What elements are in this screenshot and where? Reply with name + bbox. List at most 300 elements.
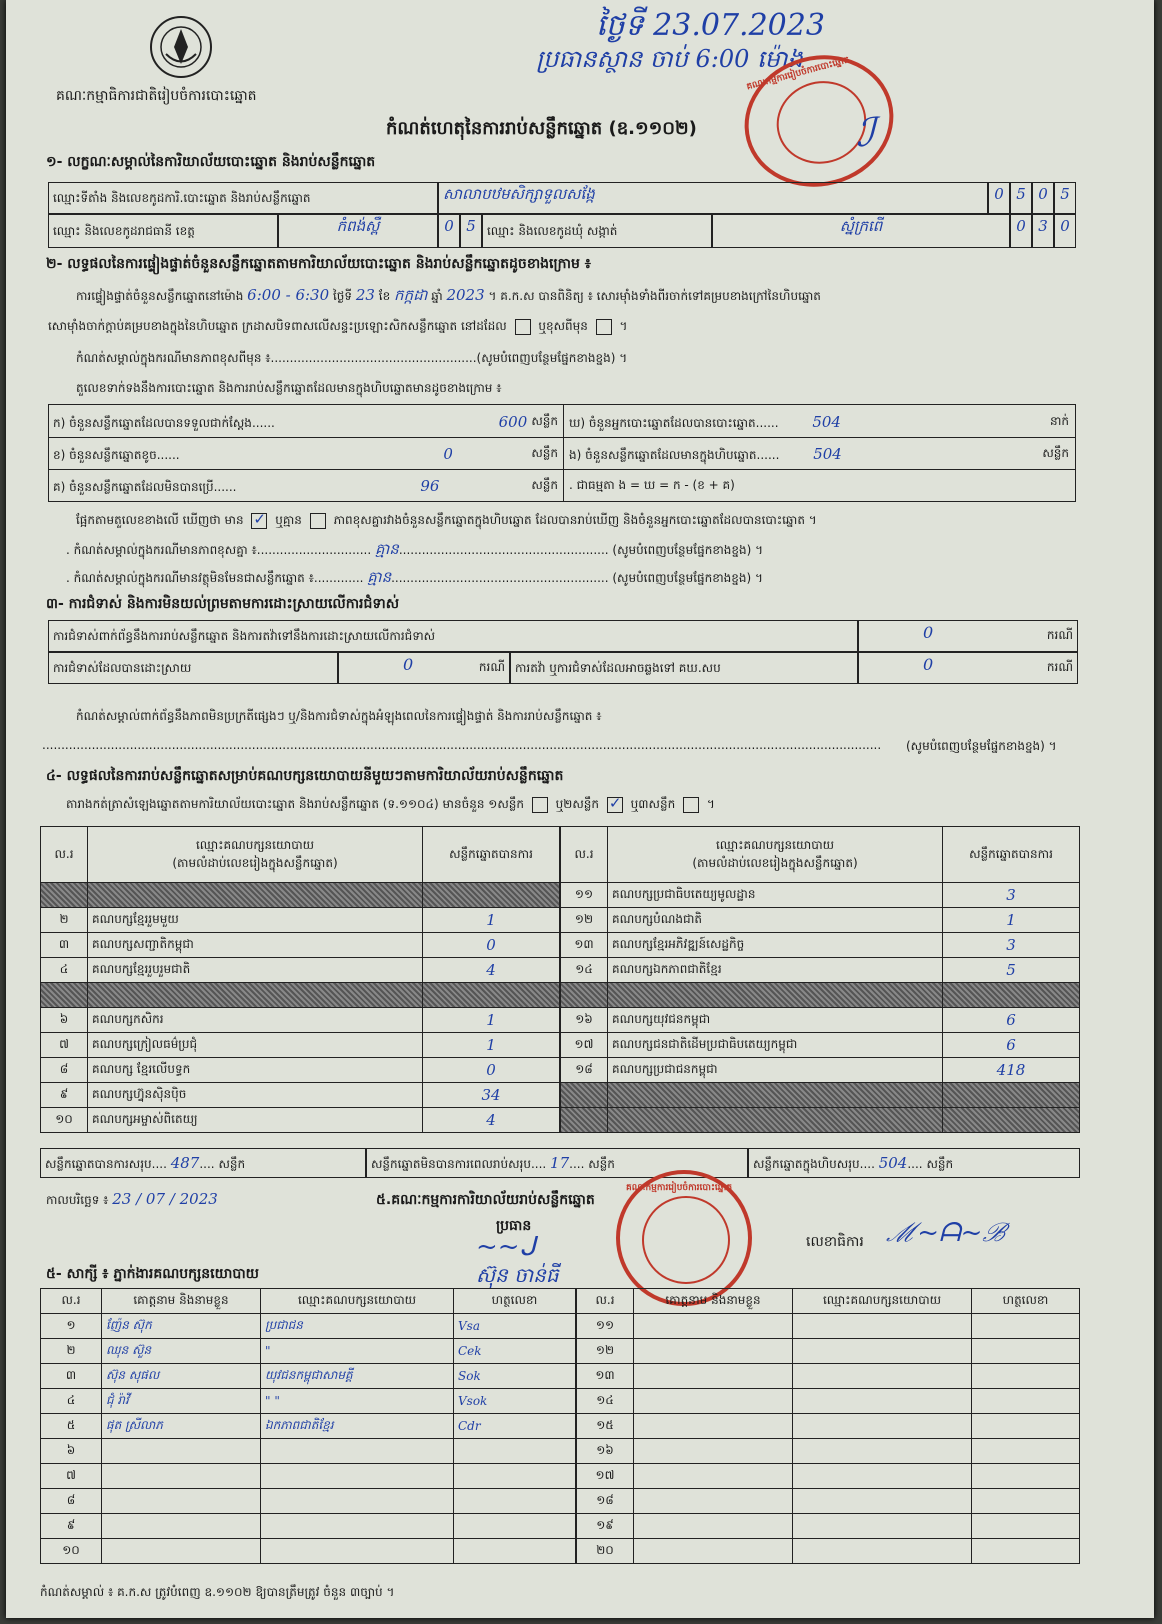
province-label: ឈ្មោះ និងលេខកូដរាជធានី ខេត្ត	[48, 214, 278, 248]
witness-name	[634, 1414, 793, 1439]
escalated-label: ការតវ៉ា ឬការជំទាស់ដែលអាចឆ្លងទៅ គឃ.សប	[510, 652, 858, 684]
escalated-cell	[858, 652, 1078, 684]
resolved-cell	[338, 652, 510, 684]
col-party-header: ឈ្មោះគណបក្សនយោបាយ	[261, 1289, 454, 1314]
party-no: ១០	[41, 1108, 88, 1133]
witness-party	[261, 1464, 454, 1489]
complaints-value: 0	[923, 623, 934, 642]
party-no: ១៧	[561, 1033, 608, 1058]
verification-line	[76, 286, 821, 308]
witness-row	[577, 1339, 1080, 1364]
note-discrepancy-label: . កំណត់សម្គាល់ក្នុងករណីមានភាពខុសគ្នា ៖	[66, 543, 257, 557]
figures-row-divider	[49, 469, 1075, 470]
witness-no: ១៦	[577, 1439, 634, 1464]
ballots-in-box-value: 504	[813, 445, 842, 463]
ballots-in-box-label: ង) ចំនួនសន្លឹកឆ្នោតដែលមានក្នុងហិបឆ្នោត	[569, 448, 757, 462]
two-sheets-label: ឬ២សន្លឹក	[555, 797, 600, 811]
secretary-label: លេខាធិការ	[806, 1234, 864, 1250]
verification-time: 6:00 - 6:30	[247, 286, 330, 304]
party-no: ១១	[561, 883, 608, 908]
section4-heading: ៤- លទ្ធផលនៃការរាប់សន្លឹកឆ្នោតសម្រាប់គណបក្សនយោបាយនីមួយៗតាមការិយាល័យរាប់សន្លឹកឆ្នោត	[46, 768, 564, 784]
commune-label: ឈ្មោះ និងលេខកូដឃុំ សង្កាត់	[482, 214, 712, 248]
unit: សន្លឹក	[218, 1157, 246, 1171]
witness-row	[41, 1439, 576, 1464]
witness-no: ៧	[41, 1464, 102, 1489]
verification-time-label: ការផ្ទៀងផ្ទាត់ចំនួនសន្លឹកឆ្នោតនៅម៉ោង	[76, 289, 244, 303]
witness-name	[634, 1514, 793, 1539]
party-name: គណបក្ស ខ្មែរលើបទ្ធក	[88, 1058, 423, 1083]
national-emblem-icon	[146, 14, 216, 80]
irregularity-note: កំណត់សម្គាល់ពាក់ព័ន្ធនឹងភាពមិនប្រក្រតីផ្សេងៗ ឬ/និងការជំទាស់ក្នុងអំឡុងពេលនៃការផ្ទៀងផ្ទាត់ និងការរាប់សន្លឹកឆ្នោត ៖	[76, 709, 602, 723]
total-in-box-value: 504	[878, 1154, 908, 1172]
chair-signature: ~~ᒍ	[476, 1232, 536, 1262]
party-no: ២	[41, 908, 88, 933]
witness-party: ឯកភាពជាតិខ្មែរ	[261, 1414, 454, 1439]
received-value: 600	[498, 413, 528, 431]
party-name: គណបក្សអម្ចាស់ពិតេយ្យ	[88, 1108, 423, 1133]
code-digit: 0	[988, 182, 1010, 214]
party-row	[41, 983, 560, 1008]
unit: នាក់	[1049, 414, 1069, 428]
code-digit: 5	[1010, 182, 1032, 214]
witness-name: ឈុន ស៊ួន	[102, 1339, 261, 1364]
note-tail: (សូមបំពេញបន្ថែមផ្នែកខាងខ្នង) ។	[612, 571, 763, 585]
party-votes: 1	[943, 908, 1080, 933]
witness-party	[261, 1489, 454, 1514]
witness-row	[577, 1414, 1080, 1439]
verification-year: 2023	[446, 286, 485, 304]
resolved-value: 0	[403, 655, 414, 674]
total-invalid-value: 17	[550, 1154, 570, 1172]
province-value: កំពង់ស្ពឺ	[278, 214, 438, 248]
witness-row	[41, 1539, 576, 1564]
party-no	[561, 1108, 608, 1133]
witness-party: ប្រជាជន	[261, 1314, 454, 1339]
code-digit: 0	[1054, 214, 1076, 248]
received-label: ក) ចំនួនសន្លឹកឆ្នោតដែលបានទទួលជាក់ស្ដែង	[53, 416, 252, 430]
party-name: គណបក្សបំណងជាតិ	[608, 908, 943, 933]
witness-party: យុវជនកម្ពុជាសាមគ្គី	[261, 1364, 454, 1389]
witness-party	[793, 1489, 972, 1514]
party-name	[608, 1108, 943, 1133]
unit: សន្លឹក	[926, 1157, 954, 1171]
witness-signature	[972, 1489, 1080, 1514]
code-digit: 0	[1032, 182, 1054, 214]
witness-party	[793, 1464, 972, 1489]
date-value: 23 / 07 / 2023	[112, 1190, 218, 1208]
results-table-left	[40, 826, 560, 1133]
party-row	[561, 983, 1080, 1008]
party-no: ៨	[41, 1058, 88, 1083]
witness-party: "	[261, 1339, 454, 1364]
witness-table-left	[40, 1288, 576, 1564]
witness-row	[577, 1314, 1080, 1339]
witness-row	[577, 1539, 1080, 1564]
witness-signature	[972, 1464, 1080, 1489]
witness-party	[261, 1539, 454, 1564]
witness-name: ស៊ុន សុផល	[102, 1364, 261, 1389]
unit: ករណី	[478, 660, 505, 674]
party-name: គណបក្សប្រជាធិបតេយ្យមូលដ្ឋាន	[608, 883, 943, 908]
party-row	[561, 1008, 1080, 1033]
witness-party	[793, 1414, 972, 1439]
verification-month: កក្កដា	[394, 286, 428, 304]
changed-label: ឬខុសពីមុន	[538, 319, 588, 333]
seal-line-text: សោម៉ាំងចាក់ក្ដាប់គម្របខាងក្នុងនៃហិបឆ្នោត ក្រដាសបិទពាសលើសន្ទះប្រឡោះសិកសន្លឹកឆ្នោត នៅដដែល	[48, 319, 507, 333]
changed-checkbox[interactable]	[596, 319, 612, 335]
party-name: គណបក្សខ្មែរអភិវឌ្ឍន៍សេដ្ឋកិច្ច	[608, 933, 943, 958]
party-votes: 1	[423, 1008, 560, 1033]
witness-signature: Vsa	[454, 1314, 576, 1339]
party-no	[41, 883, 88, 908]
party-name: គណបក្សសញ្ជាតិកម្ពុជា	[88, 933, 423, 958]
witness-row	[41, 1339, 576, 1364]
witness-party	[793, 1539, 972, 1564]
party-row	[41, 1108, 560, 1133]
party-no: ១៤	[561, 958, 608, 983]
party-votes	[943, 1083, 1080, 1108]
party-name	[608, 983, 943, 1008]
official-stamp-bottom	[616, 1170, 752, 1306]
two-sheets-checkbox[interactable]	[607, 797, 623, 813]
party-row	[41, 883, 560, 908]
unit: សន្លឹក	[531, 414, 558, 428]
witness-no: ១	[41, 1314, 102, 1339]
witness-table-right	[576, 1288, 1080, 1564]
col-no-header: ល.រ	[561, 827, 608, 883]
received-ballots: ក) ចំនួនសន្លឹកឆ្នោតដែលបានទទួលជាក់ស្ដែង...... 600 សន្លឹក	[53, 413, 558, 431]
voters: ឃ) ចំនួនអ្នកបោះឆ្នោតដែលបានបោះឆ្នោត...... 504 នាក់	[569, 413, 1069, 431]
section2-heading: ២- លទ្ធផលនៃការផ្ទៀងផ្ទាត់ចំនួនសន្លឹកឆ្នោតតាមការិយាល័យបោះឆ្នោត និងរាប់សន្លឹកឆ្នោតដូចខាងក្រោម ៖	[46, 256, 591, 272]
witness-name	[634, 1314, 793, 1339]
party-name: គណបក្សប្រជាជនកម្ពុជា	[608, 1058, 943, 1083]
three-sheets-checkbox[interactable]	[683, 797, 699, 813]
chair-label: ប្រធាន	[496, 1218, 532, 1234]
discrepancy-label: ផ្អែកតាមតួលេខខាងលើ ឃើញថា មាន	[76, 513, 244, 527]
spoiled-label: ខ) ចំនួនសន្លឹកឆ្នោតខូច	[53, 448, 157, 462]
party-name: គណបក្សជនជាតិដើមប្រជាធិបតេយ្យកម្ពុជា	[608, 1033, 943, 1058]
commune-value: ស្នំក្រពើ	[712, 214, 1010, 248]
party-row	[41, 933, 560, 958]
form-page	[6, 0, 1154, 1618]
col-name-header: គោត្តនាម និងនាមខ្លួន	[634, 1289, 793, 1314]
seal-line: សោម៉ាំងចាក់ក្ដាប់គម្របខាងក្នុងនៃហិបឆ្នោត ក្រដាសបិទពាសលើសន្ទះប្រឡោះសិកសន្លឹកឆ្នោត នៅដដែល ឬខុសពីមុន ។	[48, 319, 628, 333]
party-no	[561, 983, 608, 1008]
spoiled-value: 0	[443, 445, 453, 463]
col-sig-header: ហត្ថលេខា	[972, 1289, 1080, 1314]
complaints-cell	[858, 620, 1078, 652]
party-no: ១៦	[561, 1008, 608, 1033]
ballots-in-box: ង) ចំនួនសន្លឹកឆ្នោតដែលមានក្នុងហិបឆ្នោត...... 504 សន្លឹក	[569, 445, 1069, 463]
witness-no: ១៩	[577, 1514, 634, 1539]
col-name-header: គោត្តនាម និងនាមខ្លួន	[102, 1289, 261, 1314]
witness-name: ជុំ រ៉ាវី	[102, 1389, 261, 1414]
note-discrepancy-value: គ្មាន	[375, 540, 399, 558]
unit: សន្លឹក	[1042, 446, 1069, 460]
verification-day: 23	[355, 286, 375, 304]
note-foreign-label: . កំណត់សម្គាល់ក្នុងករណីមានវត្ថុមិនមែនជាសន្លឹកឆ្នោត ៖	[66, 571, 314, 585]
witness-party	[261, 1439, 454, 1464]
witness-party	[261, 1514, 454, 1539]
voters-value: 504	[812, 413, 841, 431]
party-name: គណបក្សយុវជនកម្ពុជា	[608, 1008, 943, 1033]
party-name: គណបក្សកសិករ	[88, 1008, 423, 1033]
witness-name	[634, 1489, 793, 1514]
party-no: ១៨	[561, 1058, 608, 1083]
witness-no: ១១	[577, 1314, 634, 1339]
witness-party	[793, 1514, 972, 1539]
figures-divider	[563, 405, 564, 501]
witness-no: ២០	[577, 1539, 634, 1564]
witness-signature	[972, 1389, 1080, 1414]
party-row	[41, 1008, 560, 1033]
party-name	[88, 983, 423, 1008]
day-label: ថ្ងៃទី	[332, 289, 353, 303]
chair-name: ស៊ុន ចាន់ធី	[476, 1263, 559, 1287]
committee-name: គណៈកម្មាធិការជាតិរៀបចំការបោះឆ្នោត	[56, 88, 257, 104]
party-row	[561, 1083, 1080, 1108]
witness-name	[634, 1439, 793, 1464]
party-row	[41, 1033, 560, 1058]
witness-party	[793, 1439, 972, 1464]
no-discrepancy-checkbox[interactable]	[310, 513, 326, 529]
witness-party	[793, 1314, 972, 1339]
unit: សន្លឹក	[588, 1157, 615, 1171]
total-valid-label: សន្លឹកឆ្នោតបានការសរុប	[45, 1157, 152, 1171]
witness-no: ១០	[41, 1539, 102, 1564]
witness-name	[102, 1489, 261, 1514]
party-votes: 6	[943, 1033, 1080, 1058]
witness-name	[634, 1364, 793, 1389]
party-votes	[423, 883, 560, 908]
witness-signature: Cdr	[454, 1414, 576, 1439]
code-digit: 5	[460, 214, 482, 248]
col-sig-header: ហត្ថលេខា	[454, 1289, 576, 1314]
col-votes-header: សន្លឹកឆ្នោតបានការ	[423, 827, 560, 883]
col-party-header: ឈ្មោះគណបក្សនយោបាយ (តាមលំដាប់លេខរៀងក្នុងសន្លឹកឆ្នោត)	[88, 827, 423, 883]
party-votes: 1	[423, 1033, 560, 1058]
results-table-right	[560, 826, 1080, 1133]
code-digit: 3	[1032, 214, 1054, 248]
witness-name	[634, 1389, 793, 1414]
party-votes: 6	[943, 1008, 1080, 1033]
party-votes	[423, 983, 560, 1008]
party-votes: 34	[423, 1083, 560, 1108]
col-no-header: ល.រ	[41, 1289, 102, 1314]
witness-row	[577, 1389, 1080, 1414]
witness-signature	[454, 1489, 576, 1514]
party-no	[41, 983, 88, 1008]
discrepancy-line	[76, 512, 817, 530]
month-label: ខែ	[378, 289, 391, 303]
witness-signature: Sok	[454, 1364, 576, 1389]
witness-no: ២	[41, 1339, 102, 1364]
total-valid-value: 487	[170, 1154, 200, 1172]
date-line	[46, 1190, 218, 1210]
note-foreign-object: . កំណត់សម្គាល់ក្នុងករណីមានវត្ថុមិនមែនជាសន្លឹកឆ្នោត ៖............. គ្មាន......................................................... (សូមបំពេញបន្ថែមផ្នែកខាងខ្នង) ។	[66, 568, 763, 586]
witness-party: " "	[261, 1389, 454, 1414]
witness-row	[577, 1514, 1080, 1539]
witness-signature	[972, 1539, 1080, 1564]
party-row	[41, 908, 560, 933]
witness-no: ៨	[41, 1489, 102, 1514]
witness-signature: Vsok	[454, 1389, 576, 1414]
total-invalid-label: សន្លឹកឆ្នោតមិនបានការពេលរាប់សរុប	[371, 1157, 531, 1171]
code-digit: 5	[1054, 182, 1076, 214]
witness-no: ១៤	[577, 1389, 634, 1414]
committee-title: ៥.គណៈកម្មការការិយាល័យរាប់សន្លឹកឆ្នោត	[376, 1192, 595, 1208]
witness-party	[793, 1389, 972, 1414]
party-no: ៣	[41, 933, 88, 958]
party-votes: 0	[423, 933, 560, 958]
witness-row	[41, 1489, 576, 1514]
stamp-text: គណៈកម្មការរៀបចំការបោះឆ្នោត	[626, 1183, 733, 1193]
polling-location-label: ឈ្មោះទីតាំង និងលេខកូដការិ.បោះឆ្នោត និងរាប់សន្លឹកឆ្នោត	[48, 182, 438, 214]
party-name	[88, 883, 423, 908]
party-no: ៩	[41, 1083, 88, 1108]
no-discrepancy-label: ឬគ្មាន	[275, 513, 302, 527]
figures-box	[48, 404, 1076, 502]
party-name: គណបក្សខ្មែររួបរួមជាតិ	[88, 958, 423, 983]
party-row	[561, 958, 1080, 983]
witness-no: ១៧	[577, 1464, 634, 1489]
party-no: ៤	[41, 958, 88, 983]
results-right-body	[561, 883, 1080, 1133]
note-tail: (សូមបំពេញបន្ថែមផ្នែកខាងខ្នង) ។	[612, 543, 764, 557]
party-row	[561, 1033, 1080, 1058]
unit: ករណី	[1046, 628, 1073, 642]
witness-signature	[972, 1314, 1080, 1339]
complaints-label: ការជំទាស់ពាក់ព័ន្ធនឹងការរាប់សន្លឹកឆ្នោត និងការតវ៉ាទៅនឹងការដោះស្រាយលើការជំទាស់	[48, 620, 858, 652]
witness-no: ៥	[41, 1414, 102, 1439]
witness-party	[793, 1364, 972, 1389]
unused-ballots: គ) ចំនួនសន្លឹកឆ្នោតដែលមិនបានប្រើ...... 96 សន្លឹក	[53, 477, 558, 495]
witness-row	[41, 1414, 576, 1439]
one-sheet-checkbox[interactable]	[532, 797, 548, 813]
witness-signature	[972, 1339, 1080, 1364]
party-name: គណបក្សហ្វ៊ុនស៊ិនប៉ិច	[88, 1083, 423, 1108]
verification-tail: ។ គ.ក.ស បានពិនិត្យ ៖ សោរម៉ាំងទាំងពីរចាក់ទៅគម្របខាងក្រៅនៃហិបឆ្នោត	[488, 289, 821, 303]
tally-sheets-line: តារាងកត់ត្រាសំឡេងឆ្នោតតាមការិយាល័យបោះឆ្នោត និងរាប់សន្លឹកឆ្នោត (ទ.១១០៤) មានចំនួន ១សន្លឹក ឬ២សន្លឹក ✓ ឬ៣សន្លឹក ។	[66, 796, 715, 814]
section1-heading: ១- លក្ខណៈសម្គាល់នៃការិយាល័យបោះឆ្នោត និងរាប់សន្លឹកឆ្នោត	[46, 154, 376, 170]
secretary-signature: ℳ~ᗩ~ℬ	[886, 1218, 1007, 1248]
witness-name	[102, 1439, 261, 1464]
figures-row-divider	[49, 437, 1075, 438]
witness-signature	[454, 1539, 576, 1564]
formula: . ជាធម្មតា ង = ឃ = ក - (ខ + គ)	[569, 478, 735, 492]
witness-row	[41, 1314, 576, 1339]
witness-row	[41, 1364, 576, 1389]
party-row	[561, 883, 1080, 908]
total-in-box-label: សន្លឹកឆ្នោតក្នុងហិបសរុប	[753, 1157, 860, 1171]
three-sheets-label: ឬ៣សន្លឹក	[630, 797, 676, 811]
witness-signature	[972, 1364, 1080, 1389]
voters-label: ឃ) ចំនួនអ្នកបោះឆ្នោតដែលបានបោះឆ្នោត	[569, 416, 756, 430]
total-in-box: សន្លឹកឆ្នោតក្នុងហិបសរុប.... 504.... សន្លឹក	[748, 1148, 1080, 1178]
note-foreign-value: គ្មាន	[367, 568, 392, 586]
party-votes: 4	[423, 1108, 560, 1133]
party-name	[608, 1083, 943, 1108]
witness-no: ៦	[41, 1439, 102, 1464]
has-discrepancy-checkbox[interactable]	[251, 513, 267, 529]
col-no-header: ល.រ	[577, 1289, 634, 1314]
party-no: ១៣	[561, 933, 608, 958]
witness-row	[41, 1514, 576, 1539]
unused-label: គ) ចំនួនសន្លឹកឆ្នោតដែលមិនបានប្រើ	[53, 480, 214, 494]
discrepancy-tail: ភាពខុសគ្នារវាងចំនួនសន្លឹកឆ្នោតក្នុងហិបឆ្នោត ដែលបានរាប់ឃើញ និងចំនួនអ្នកបោះឆ្នោតដែលបានបោះឆ្នោត ។	[333, 513, 817, 527]
witness-name	[634, 1339, 793, 1364]
party-name: គណបក្សឯកភាពជាតិខ្មែរ	[608, 958, 943, 983]
party-no	[561, 1083, 608, 1108]
spoiled-ballots: ខ) ចំនួនសន្លឹកឆ្នោតខូច...... 0 សន្លឹក	[53, 445, 558, 463]
witness-name	[102, 1464, 261, 1489]
party-row	[561, 933, 1080, 958]
party-votes: 0	[423, 1058, 560, 1083]
party-votes: 4	[423, 958, 560, 983]
party-votes: 3	[943, 933, 1080, 958]
escalated-value: 0	[923, 655, 934, 674]
unit: សន្លឹក	[531, 446, 558, 460]
witness-no: ១៨	[577, 1489, 634, 1514]
party-name: គណបក្សក្រៀលធម៌ប្រជុំ	[88, 1033, 423, 1058]
handwritten-note: ប្រធានស្ថាន ចាប់ 6:00 ម៉ោង	[536, 45, 803, 73]
party-row	[561, 1058, 1080, 1083]
witness-name	[102, 1514, 261, 1539]
total-invalid: សន្លឹកឆ្នោតមិនបានការពេលរាប់សរុប.... 17.... សន្លឹក	[366, 1148, 748, 1178]
party-votes: 3	[943, 883, 1080, 908]
witness-name	[634, 1539, 793, 1564]
stamp-signature: ℐ	[856, 110, 875, 156]
code-digit: 0	[438, 214, 460, 248]
witness-no: ១២	[577, 1339, 634, 1364]
party-row	[41, 1083, 560, 1108]
code-digit: 0	[1010, 214, 1032, 248]
party-row	[41, 1058, 560, 1083]
witness-row	[41, 1464, 576, 1489]
stamp-text: គណៈកម្មការរៀបចំការបោះឆ្នោត	[745, 55, 851, 93]
witness-row	[577, 1364, 1080, 1389]
party-votes: 5	[943, 958, 1080, 983]
irregularity-tail: (សូមបំពេញបន្ថែមផ្នែកខាងខ្នង) ។	[906, 739, 1057, 753]
col-party-header: ឈ្មោះគណបក្សនយោបាយ (តាមលំដាប់លេខរៀងក្នុងសន្លឹកឆ្នោត)	[608, 827, 943, 883]
handwritten-date: ថ្ងៃទី 23.07.2023	[596, 8, 825, 43]
witness-signature	[454, 1514, 576, 1539]
total-valid: សន្លឹកឆ្នោតបានការសរុប.... 487.... សន្លឹក	[40, 1148, 366, 1178]
witness-signature	[972, 1414, 1080, 1439]
party-votes	[943, 1108, 1080, 1133]
year-label: ឆ្នាំ	[431, 289, 443, 303]
party-votes: 418	[943, 1058, 1080, 1083]
witness-row	[41, 1389, 576, 1414]
form-title: កំណត់ហេតុនៃការរាប់សន្លឹកឆ្នោត (ឧ.១១០២)	[386, 118, 697, 139]
witness-no: ៣	[41, 1364, 102, 1389]
col-party-header: ឈ្មោះគណបក្សនយោបាយ	[793, 1289, 972, 1314]
polling-location-value: សាលាបឋមសិក្សាទួលសង្កែ	[438, 182, 988, 214]
party-votes: 1	[423, 908, 560, 933]
unchanged-checkbox[interactable]	[515, 319, 531, 335]
results-left-body	[41, 883, 560, 1133]
witness-signature	[454, 1439, 576, 1464]
party-no: ១២	[561, 908, 608, 933]
note-discrepancy: . កំណត់សម្គាល់ក្នុងករណីមានភាពខុសគ្នា ៖.............................. គ្មាន....................................................... (សូមបំពេញបន្ថែមផ្នែកខាងខ្នង) ។	[66, 540, 764, 558]
unused-value: 96	[420, 477, 440, 495]
witness-signature	[972, 1439, 1080, 1464]
unit: សន្លឹក	[531, 478, 558, 492]
witness-right-body	[577, 1314, 1080, 1564]
witness-no: ៩	[41, 1514, 102, 1539]
difference-note: កំណត់សម្គាល់ក្នុងករណីមានភាពខុសពីមុន ៖......................................................(សូមបំពេញបន្ថែមផ្នែកខាងខ្នង) ។	[76, 351, 628, 365]
witness-name: ញ៉ែន ស៊ុក	[102, 1314, 261, 1339]
